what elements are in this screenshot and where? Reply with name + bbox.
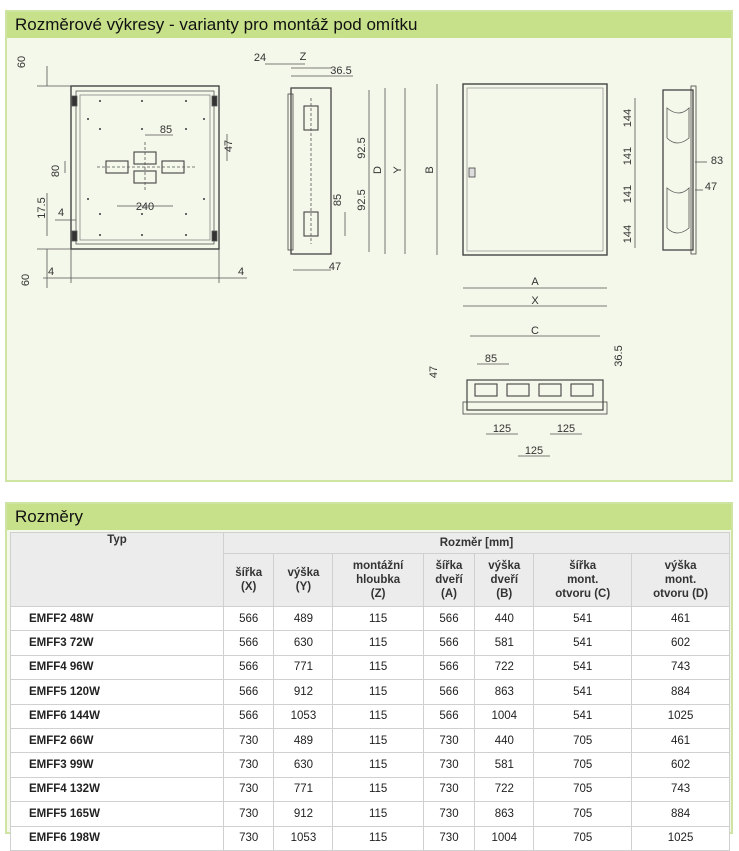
drawings-svg xyxy=(7,38,731,480)
right-dim-141-bottom: 141 xyxy=(622,184,634,204)
col-c: šířka mont. otvoru (C) xyxy=(534,554,632,607)
table-row xyxy=(11,826,730,850)
row-value: 730 xyxy=(423,728,474,752)
top-dim-85: 85 xyxy=(484,353,498,365)
table-row xyxy=(11,753,730,777)
table-row xyxy=(11,655,730,679)
col-typ: Typ xyxy=(11,533,224,607)
front-dim-47: 47 xyxy=(223,139,235,153)
dimensions-panel xyxy=(5,502,733,845)
dimensions-title: Rozměry xyxy=(7,504,731,530)
row-value: 440 xyxy=(475,607,534,631)
top-dim-36-5: 36.5 xyxy=(613,345,625,367)
side-dim-92-5-bottom: 92.5 xyxy=(356,189,368,211)
row-value: 566 xyxy=(224,704,274,728)
row-value: 1004 xyxy=(475,826,534,850)
row-value: 722 xyxy=(475,655,534,679)
row-value: 541 xyxy=(534,607,632,631)
side-view xyxy=(254,51,405,273)
row-value: 115 xyxy=(333,728,423,752)
top-dim-125-a: 125 xyxy=(492,423,512,435)
row-value: 730 xyxy=(224,753,274,777)
row-type: EMFF3 72W xyxy=(11,631,224,655)
side-dim-y: Y xyxy=(392,166,404,174)
front-view xyxy=(16,56,247,288)
row-value: 722 xyxy=(475,777,534,801)
row-value: 630 xyxy=(274,753,333,777)
row-type: EMFF5 165W xyxy=(11,802,224,826)
right-dim-47: 47 xyxy=(704,181,718,193)
side-dim-d: D xyxy=(372,166,384,174)
row-value: 566 xyxy=(423,655,474,679)
row-value: 115 xyxy=(333,753,423,777)
right-side-view xyxy=(622,86,723,254)
row-value: 541 xyxy=(534,680,632,704)
row-value: 630 xyxy=(274,631,333,655)
row-value: 705 xyxy=(534,826,632,850)
row-value: 489 xyxy=(274,607,333,631)
row-type: EMFF6 144W xyxy=(11,704,224,728)
row-type: EMFF3 99W xyxy=(11,753,224,777)
row-value: 730 xyxy=(423,753,474,777)
row-value: 115 xyxy=(333,826,423,850)
row-type: EMFF4 96W xyxy=(11,655,224,679)
row-value: 743 xyxy=(632,655,730,679)
row-type: EMFF2 48W xyxy=(11,607,224,631)
row-value: 566 xyxy=(224,631,274,655)
side-dim-92-5-top: 92.5 xyxy=(356,137,368,159)
row-value: 602 xyxy=(632,753,730,777)
row-value: 566 xyxy=(423,704,474,728)
top-dim-47: 47 xyxy=(428,365,440,379)
row-value: 863 xyxy=(475,802,534,826)
side-dim-85: 85 xyxy=(332,193,344,207)
row-value: 705 xyxy=(534,802,632,826)
front-dim-60-top: 60 xyxy=(16,55,28,69)
top-dim-125-c: 125 xyxy=(524,445,544,457)
row-value: 705 xyxy=(534,753,632,777)
table-row xyxy=(11,607,730,631)
row-value: 884 xyxy=(632,680,730,704)
front-dim-240: 240 xyxy=(135,201,155,213)
row-type: EMFF5 120W xyxy=(11,680,224,704)
table-row xyxy=(11,631,730,655)
row-value: 863 xyxy=(475,680,534,704)
row-value: 566 xyxy=(423,680,474,704)
table-row xyxy=(11,802,730,826)
table-row xyxy=(11,728,730,752)
row-value: 1025 xyxy=(632,704,730,728)
front-dim-85: 85 xyxy=(159,124,173,136)
row-type: EMFF6 198W xyxy=(11,826,224,850)
col-z: montážní hloubka (Z) xyxy=(333,554,423,607)
table-row xyxy=(11,680,730,704)
row-value: 115 xyxy=(333,777,423,801)
row-value: 730 xyxy=(224,802,274,826)
top-dim-125-b: 125 xyxy=(556,423,576,435)
door-dim-b: B xyxy=(424,166,436,174)
row-value: 115 xyxy=(333,802,423,826)
row-value: 912 xyxy=(274,680,333,704)
row-value: 489 xyxy=(274,728,333,752)
side-dim-36-5: 36.5 xyxy=(330,65,352,77)
row-value: 884 xyxy=(632,802,730,826)
right-dim-83: 83 xyxy=(710,155,724,167)
row-value: 771 xyxy=(274,777,333,801)
row-type: EMFF2 66W xyxy=(11,728,224,752)
right-dim-144-bottom: 144 xyxy=(622,224,634,244)
table-row xyxy=(11,777,730,801)
row-value: 541 xyxy=(534,655,632,679)
row-type: EMFF4 132W xyxy=(11,777,224,801)
row-value: 730 xyxy=(423,777,474,801)
front-dim-17-5: 17.5 xyxy=(36,197,48,219)
row-value: 566 xyxy=(224,655,274,679)
row-value: 581 xyxy=(475,631,534,655)
row-value: 1053 xyxy=(274,704,333,728)
row-value: 566 xyxy=(224,680,274,704)
top-view xyxy=(428,295,625,457)
side-dim-47: 47 xyxy=(328,261,342,273)
front-dim-4-br: 4 xyxy=(237,266,245,278)
row-value: 461 xyxy=(632,607,730,631)
top-dim-c: C xyxy=(531,325,539,337)
row-value: 730 xyxy=(423,802,474,826)
row-value: 912 xyxy=(274,802,333,826)
row-value: 566 xyxy=(423,607,474,631)
dimensions-table xyxy=(10,532,730,851)
row-value: 705 xyxy=(534,777,632,801)
row-value: 730 xyxy=(224,777,274,801)
front-dim-4-bl: 4 xyxy=(47,266,55,278)
row-value: 115 xyxy=(333,655,423,679)
row-value: 730 xyxy=(224,826,274,850)
front-dim-80: 80 xyxy=(50,164,62,178)
row-value: 771 xyxy=(274,655,333,679)
col-x: šířka (X) xyxy=(224,554,274,607)
side-dim-24: 24 xyxy=(253,52,267,64)
row-value: 115 xyxy=(333,631,423,655)
row-value: 566 xyxy=(224,607,274,631)
right-dim-144-top: 144 xyxy=(622,108,634,128)
col-b: výška dveří (B) xyxy=(475,554,534,607)
drawings-title: Rozměrové výkresy - varianty pro montáž pod omítku xyxy=(7,12,731,38)
top-dim-x: X xyxy=(531,295,539,307)
col-d: výška mont. otvoru (D) xyxy=(632,554,730,607)
row-value: 115 xyxy=(333,680,423,704)
col-group: Rozměr [mm] xyxy=(224,533,730,554)
row-value: 730 xyxy=(224,728,274,752)
side-dim-z: Z xyxy=(299,51,307,63)
col-a: šířka dveří (A) xyxy=(423,554,474,607)
door-view xyxy=(424,84,607,288)
drawings-panel xyxy=(5,10,733,482)
row-value: 602 xyxy=(632,631,730,655)
row-value: 1025 xyxy=(632,826,730,850)
col-y: výška (Y) xyxy=(274,554,333,607)
row-value: 581 xyxy=(475,753,534,777)
row-value: 541 xyxy=(534,631,632,655)
row-value: 115 xyxy=(333,607,423,631)
row-value: 730 xyxy=(423,826,474,850)
door-dim-a: A xyxy=(531,276,539,288)
row-value: 1053 xyxy=(274,826,333,850)
right-dim-141-top: 141 xyxy=(622,146,634,166)
row-value: 541 xyxy=(534,704,632,728)
row-value: 1004 xyxy=(475,704,534,728)
row-value: 461 xyxy=(632,728,730,752)
table-row xyxy=(11,704,730,728)
technical-drawings xyxy=(7,38,731,480)
row-value: 705 xyxy=(534,728,632,752)
front-dim-60-bottom: 60 xyxy=(20,273,32,287)
row-value: 743 xyxy=(632,777,730,801)
row-value: 440 xyxy=(475,728,534,752)
row-value: 566 xyxy=(423,631,474,655)
front-dim-4-left: 4 xyxy=(57,207,65,219)
row-value: 115 xyxy=(333,704,423,728)
